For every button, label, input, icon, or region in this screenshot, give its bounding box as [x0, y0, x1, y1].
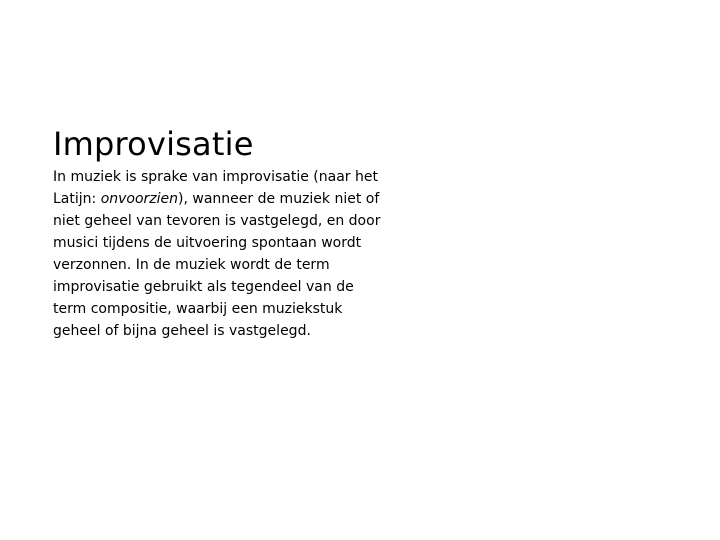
body-line-3: niet geheel van tevoren is vastgelegd, en door: [53, 213, 381, 229]
body-line-2-suffix: ), wanneer de muziek niet of: [178, 191, 380, 207]
body-line-2: [53, 188, 413, 210]
body-line-6: improvisatie gebruikt als tegendeel van de: [53, 279, 354, 295]
slide-title: Improvisatie: [53, 125, 254, 163]
body-line-2-prefix: Latijn:: [53, 191, 101, 207]
body-line-1: In muziek is sprake van improvisatie (naar het: [53, 169, 378, 185]
body-line-5: verzonnen. In de muziek wordt de term: [53, 257, 330, 273]
slide-body: [53, 166, 413, 342]
body-line-8: geheel of bijna geheel is vastgelegd.: [53, 323, 311, 339]
emphasized-term: onvoorzien: [100, 191, 179, 207]
body-line-7: term compositie, waarbij een muziekstuk: [53, 301, 343, 317]
body-line-4: musici tijdens de uitvoering spontaan wordt: [53, 235, 362, 251]
